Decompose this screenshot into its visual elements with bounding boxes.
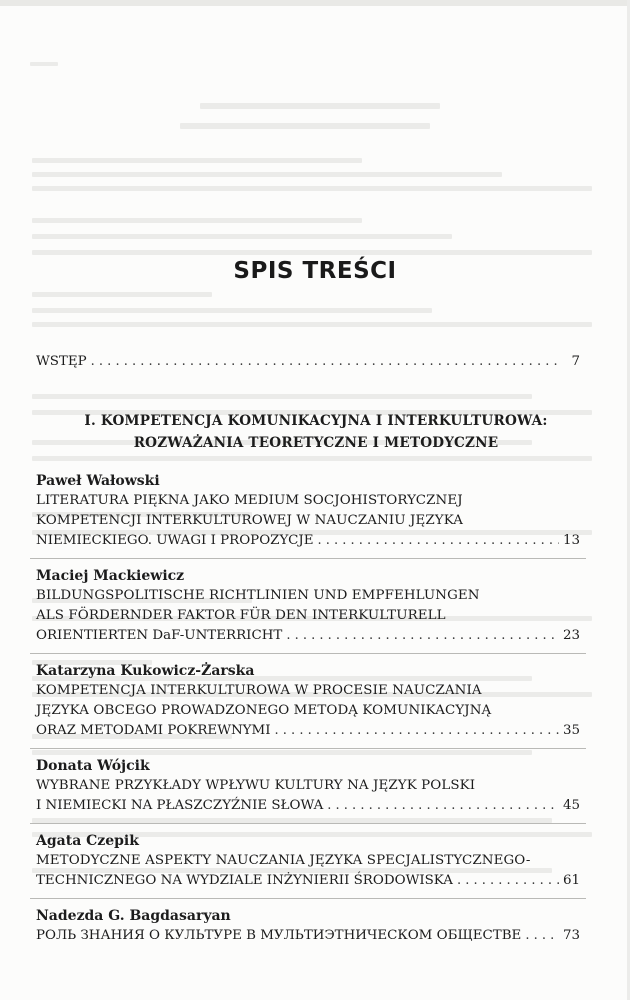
toc-entry-last-line[interactable] xyxy=(36,871,580,891)
divider xyxy=(30,558,586,559)
toc-entry-page: 73 xyxy=(562,928,580,943)
toc-entry-page: 45 xyxy=(562,798,580,813)
toc-entry-title-line[interactable]: KOMPETENCJA INTERKULTUROWA W PROCESIE NAUCZANIA xyxy=(36,683,482,698)
toc-entry-page: 35 xyxy=(562,723,580,738)
toc-entry-title-line: ORAZ METODAMI POKREWNYMI xyxy=(36,723,271,738)
toc-intro-row[interactable] xyxy=(36,352,580,372)
dot-leader xyxy=(275,721,559,741)
dot-leader xyxy=(317,531,558,551)
dot-leader xyxy=(91,352,562,372)
toc-entry-title-line: I NIEMIECKI NA PŁASZCZYŹNIE SŁOWA xyxy=(36,798,324,813)
toc-entry-title-line[interactable]: BILDUNGSPOLITISCHE RICHTLINIEN UND EMPFEHLUNGEN xyxy=(36,588,480,603)
divider xyxy=(30,898,586,899)
divider xyxy=(30,653,586,654)
section-heading-line-1: I. KOMPETENCJA KOMUNIKACYJNA I INTERKULTUROWA: xyxy=(84,413,548,429)
toc-entry-title-line[interactable]: WYBRANE PRZYKŁADY WPŁYWU KULTURY NA JĘZYK POLSKI xyxy=(36,778,476,793)
divider xyxy=(30,748,586,749)
toc-entry-title-line[interactable]: ALS FÖRDERNDER FAKTOR FÜR DEN INTERKULTURELL xyxy=(36,608,446,623)
dot-leader xyxy=(525,926,559,946)
toc-entry-last-line[interactable] xyxy=(36,796,580,816)
toc-entry-author: Paweł Wałowski xyxy=(36,473,160,489)
toc-intro-page: 7 xyxy=(571,354,580,369)
toc-entry-author: Maciej Mackiewicz xyxy=(36,568,185,584)
toc-entry-title-line: TECHNICZNEGO NA WYDZIALE INŻYNIERII ŚRODOWISKA xyxy=(36,873,453,888)
dot-leader xyxy=(327,796,559,816)
toc-entry-author: Donata Wójcik xyxy=(36,758,150,774)
section-heading-line-2: ROZWAŻANIA TEORETYCZNE I METODYCZNE xyxy=(133,435,499,451)
toc-entry-page: 13 xyxy=(562,533,580,548)
toc-entry-page: 23 xyxy=(562,628,580,643)
toc-entry-last-line[interactable] xyxy=(36,721,580,741)
toc-entry-author: Nadezda G. Bagdasaryan xyxy=(36,908,231,924)
section-heading xyxy=(36,410,596,454)
toc-entry-page: 61 xyxy=(562,873,580,888)
toc-entry-title-line: NIEMIECKIEGO. UWAGI I PROPOZYCJE xyxy=(36,533,314,548)
toc-entry-last-line[interactable] xyxy=(36,531,580,551)
toc-entry-title-line[interactable]: LITERATURA PIĘKNA JAKO MEDIUM SOCJOHISTORYCZNEJ xyxy=(36,493,463,508)
dot-leader xyxy=(286,626,559,646)
toc-entry-title-line: РОЛЬ ЗНАНИЯ О КУЛЬТУРЕ В МУЛЬТИЭТНИЧЕСКОМ ОБЩЕСТВЕ xyxy=(36,928,522,943)
page-title: SPIS TREŚCI xyxy=(233,258,397,284)
toc-entry-title-line[interactable]: KOMPETENCJI INTERKULTUROWEJ W NAUCZANIU JĘZYKA xyxy=(36,513,464,528)
toc-entry-author: Agata Czepik xyxy=(36,833,139,849)
divider xyxy=(30,823,586,824)
toc-entry-last-line[interactable] xyxy=(36,626,580,646)
dot-leader xyxy=(457,871,559,891)
toc-intro-label: WSTĘP xyxy=(36,354,87,369)
toc-entry-title-line[interactable]: METODYCZNE ASPEKTY NAUCZANIA JĘZYKA SPECJALISTYCZNEGO- xyxy=(36,853,531,868)
toc-entry-title-line[interactable]: JĘZYKA OBCEGO PROWADZONEGO METODĄ KOMUNIKACYJNĄ xyxy=(36,703,492,718)
toc-entry-last-line[interactable] xyxy=(36,926,580,946)
toc-entry-author: Katarzyna Kukowicz-Żarska xyxy=(36,663,255,679)
toc-entry-title-line: ORIENTIERTEN DaF-UNTERRICHT xyxy=(36,628,283,643)
